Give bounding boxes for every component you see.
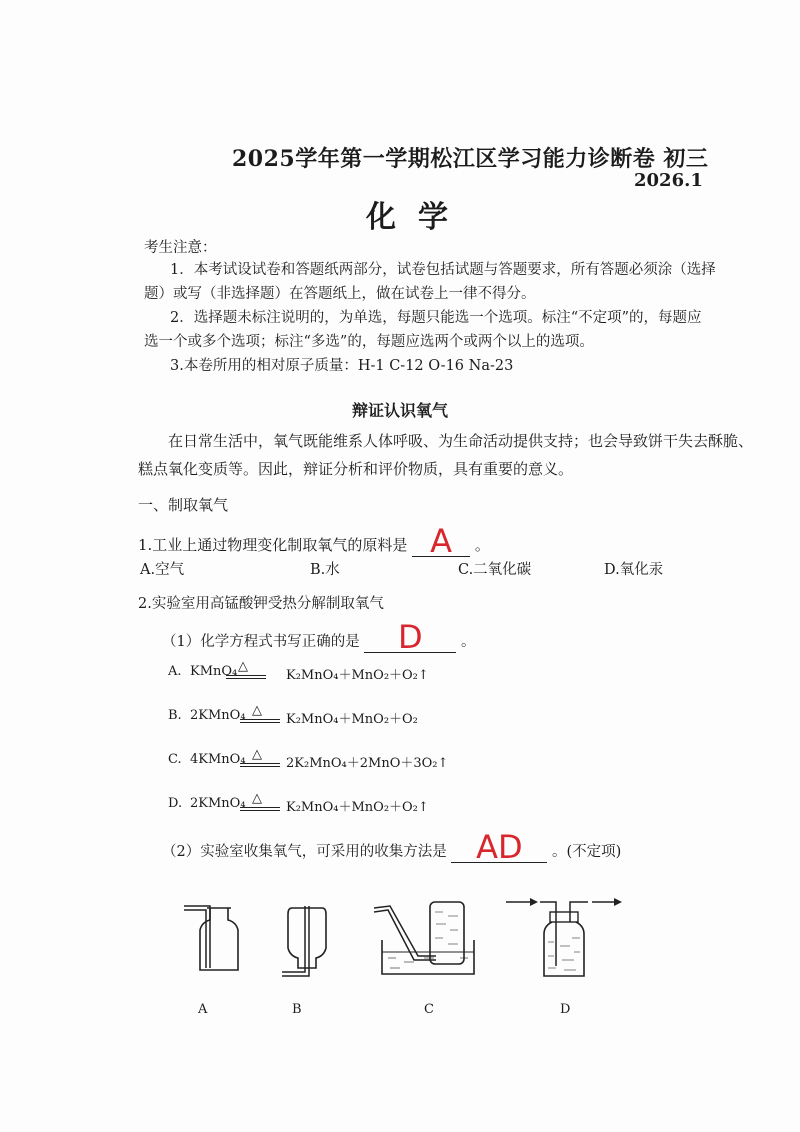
subject-title: 化学 [366, 200, 470, 235]
heat-symbol: △ [252, 747, 262, 762]
apparatus-c-water-trough [370, 896, 480, 982]
section-title: 辩证认识氧气 [352, 401, 449, 420]
notice-line-4: 选一个或多个选项；标注“多选”的，每题应选两个或两个以上的选项。 [144, 334, 594, 350]
q2-sub1-answer-blank[interactable]: D [364, 622, 456, 653]
q1-answer-blank[interactable]: A [412, 526, 470, 557]
equation-b-label: B. [168, 708, 182, 723]
equation-a-label: A. [168, 664, 182, 679]
notice-heading: 考生注意： [144, 240, 217, 256]
equation-a-right: K₂MnO₄＋MnO₂＋O₂↑ [286, 668, 429, 683]
q1-stem: 1.工业上通过物理变化制取氧气的原料是 [138, 536, 408, 554]
equation-d-left: 2KMnO₄ [190, 796, 246, 811]
q2-sub2-end: 。(不定项) [551, 844, 622, 860]
exam-date: 2026.1 [634, 170, 703, 191]
equation-d-label: D. [168, 796, 183, 811]
notice-line-3: 2．选择题未标注说明的，为单选，每题只能选一个选项。标注“不定项”的，每题应 [170, 310, 702, 326]
apparatus-b-inverted-bottle [278, 902, 338, 982]
q1-option-c: C.二氧化碳 [458, 562, 532, 578]
q1-option-a: A.空气 [140, 562, 185, 578]
equation-c-left: 4KMnO₄ [190, 752, 246, 767]
q2-sub2-line [162, 828, 622, 866]
heat-symbol: △ [238, 659, 248, 674]
q2-sub1-stem: （1）化学方程式书写正确的是 [162, 634, 360, 650]
q2-stem: 2.实验室用高锰酸钾受热分解制取氧气 [138, 596, 384, 612]
q1-end: 。 [474, 536, 490, 554]
notice-line-2: 题）或写（非选择题）在答题纸上，做在试卷上一律不得分。 [144, 286, 536, 302]
apparatus-label-b: B [292, 1002, 302, 1017]
equation-d-right: K₂MnO₄＋MnO₂＋O₂↑ [286, 800, 429, 815]
q1-option-b: B.水 [310, 562, 340, 578]
equation-b-right: K₂MnO₄＋MnO₂＋O₂ [286, 712, 418, 727]
apparatus-label-c: C [424, 1002, 434, 1017]
q2-sub1-end: 。 [460, 634, 476, 650]
notice-line-5: 3.本卷所用的相对原子质量：H-1 C-12 O-16 Na-23 [170, 358, 514, 374]
heat-symbol: △ [252, 703, 262, 718]
apparatus-d-gas-washing-bottle [500, 892, 630, 984]
q1-stem-line [138, 522, 490, 560]
apparatus-label-d: D [560, 1002, 571, 1017]
exam-title: 2025学年第一学期松江区学习能力诊断卷 初三 [232, 146, 709, 172]
equation-b-left: 2KMnO₄ [190, 708, 246, 723]
q2-sub1-line [162, 618, 476, 656]
equation-a-left: KMnO₄ [190, 664, 238, 679]
part-heading: 一、制取氧气 [138, 496, 229, 514]
equation-c-label: C. [168, 752, 182, 767]
q1-option-d: D.氧化汞 [604, 562, 664, 578]
notice-line-1: 1．本考试设试卷和答题纸两部分，试卷包括试题与答题要求，所有答题必须涂（选择 [170, 262, 716, 278]
equation-c-right: 2K₂MnO₄＋2MnO＋3O₂↑ [286, 756, 449, 771]
intro-line-2: 糕点氧化变质等。因此，辩证分析和评价物质，具有重要的意义。 [138, 460, 574, 478]
intro-line-1: 在日常生活中，氧气既能维系人体呼吸、为生命活动提供支持；也会导致饼干失去酥脆、 [168, 432, 754, 450]
q2-sub2-answer-blank[interactable]: AD [451, 832, 547, 863]
apparatus-label-a: A [198, 1002, 208, 1017]
heat-symbol: △ [252, 791, 262, 806]
apparatus-a-bottle-long-tube [180, 898, 250, 978]
q2-sub2-stem: （2）实验室收集氧气，可采用的收集方法是 [162, 844, 447, 860]
